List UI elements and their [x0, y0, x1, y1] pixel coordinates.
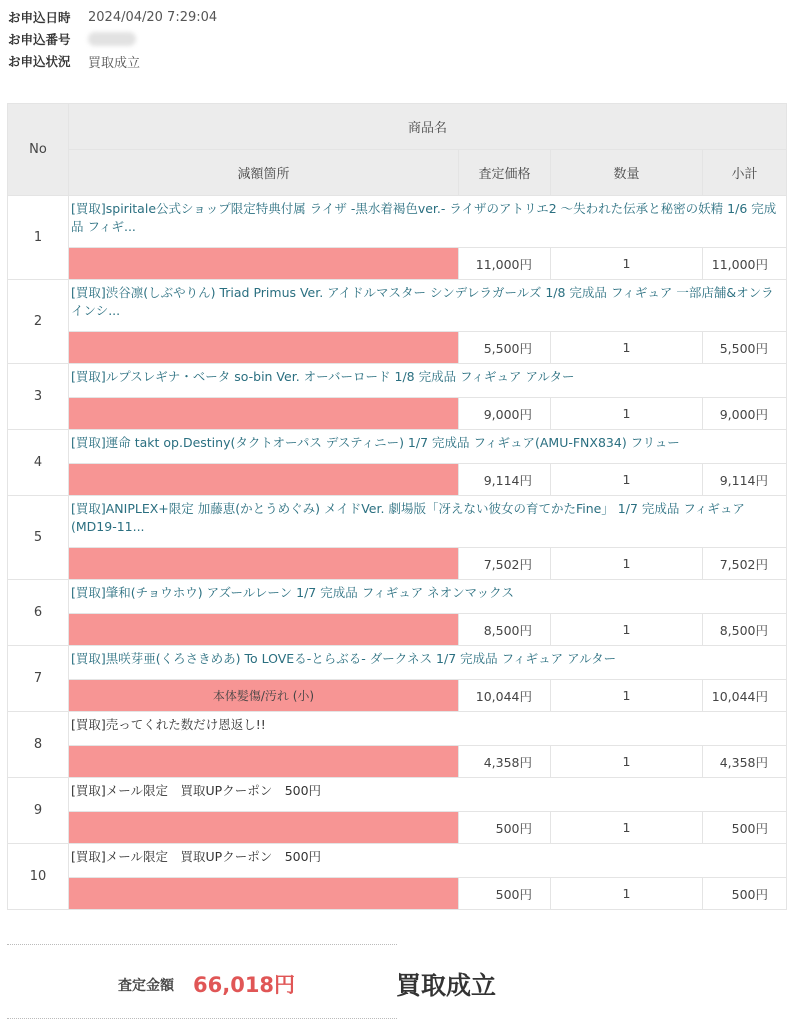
- row-number: 5: [8, 496, 69, 580]
- table-row: [8, 580, 787, 614]
- subtotal-cell: 500円: [703, 878, 787, 910]
- price-cell: 5,500円: [459, 332, 551, 364]
- price-cell: 8,500円: [459, 614, 551, 646]
- product-link[interactable]: [買取]渋谷凛(しぶやりん) Triad Primus Ver. アイドルマスター シンデレラガールズ 1/8 完成品 フィギュア 一部店舗&オンラインシ...: [69, 280, 787, 332]
- subtotal-cell: 9,000円: [703, 398, 787, 430]
- subtotal-cell: 500円: [703, 812, 787, 844]
- price-cell: 9,000円: [459, 398, 551, 430]
- order-number-redacted: [88, 32, 136, 46]
- quantity-cell: 1: [551, 332, 703, 364]
- table-row-detail: [8, 746, 787, 778]
- table-row: [8, 364, 787, 398]
- items-table: [7, 103, 787, 910]
- price-cell: 500円: [459, 878, 551, 910]
- header-subtotal: 小計: [703, 150, 787, 196]
- row-number: 7: [8, 646, 69, 712]
- divider-bottom: [7, 1018, 397, 1019]
- total-amount: 66,018円: [193, 973, 296, 997]
- order-info: [8, 6, 217, 72]
- row-number: 10: [8, 844, 69, 910]
- table-row-detail: [8, 878, 787, 910]
- product-name: [買取]売ってくれた数だけ恩返し!!: [69, 712, 787, 746]
- reduction-cell: [69, 248, 459, 280]
- row-number: 4: [8, 430, 69, 496]
- product-link[interactable]: [買取]spiritale公式ショップ限定特典付属 ライザ -黒水着褐色ver.- ライザのアトリエ2 ～失われた伝承と秘密の妖精 1/6 完成品 フィギ...: [69, 196, 787, 248]
- product-link[interactable]: [買取]ルプスレギナ・ベータ so-bin Ver. オーバーロード 1/8 完成品 フィギュア アルター: [69, 364, 787, 398]
- row-number: 6: [8, 580, 69, 646]
- header-reduction: 減額箇所: [69, 150, 459, 196]
- reduction-cell: [69, 398, 459, 430]
- order-date-value: 2024/04/20 7:29:04: [88, 9, 218, 25]
- table-row: [8, 280, 787, 332]
- table-row-detail: [8, 614, 787, 646]
- order-number-row: [8, 28, 217, 50]
- table-row-detail: [8, 398, 787, 430]
- row-number: 3: [8, 364, 69, 430]
- reduction-cell: [69, 746, 459, 778]
- header-quantity: 数量: [551, 150, 703, 196]
- subtotal-cell: 11,000円: [703, 248, 787, 280]
- quantity-cell: 1: [551, 548, 703, 580]
- quantity-cell: 1: [551, 248, 703, 280]
- order-status-row: [8, 50, 217, 72]
- table-row: [8, 844, 787, 878]
- quantity-cell: 1: [551, 812, 703, 844]
- table-row-detail: [8, 332, 787, 364]
- price-cell: 4,358円: [459, 746, 551, 778]
- product-name: [買取]メール限定 買取UPクーポン 500円: [69, 844, 787, 878]
- row-number: 9: [8, 778, 69, 844]
- quantity-cell: 1: [551, 398, 703, 430]
- reduction-cell: [69, 812, 459, 844]
- table-row-detail: [8, 548, 787, 580]
- reduction-cell: [69, 332, 459, 364]
- reduction-cell: [69, 548, 459, 580]
- quantity-cell: 1: [551, 746, 703, 778]
- table-row-detail: [8, 680, 787, 712]
- row-number: 1: [8, 196, 69, 280]
- reduction-cell: [69, 614, 459, 646]
- order-number-label: お申込番号: [8, 32, 71, 47]
- order-date-label: お申込日時: [8, 10, 71, 25]
- total-label: 査定金額: [118, 978, 174, 994]
- table-row: [8, 778, 787, 812]
- price-cell: 7,502円: [459, 548, 551, 580]
- subtotal-cell: 7,502円: [703, 548, 787, 580]
- total-status: 買取成立: [396, 971, 497, 1000]
- subtotal-cell: 5,500円: [703, 332, 787, 364]
- reduction-cell: 本体髪傷/汚れ (小): [69, 680, 459, 712]
- quantity-cell: 1: [551, 878, 703, 910]
- price-cell: 9,114円: [459, 464, 551, 496]
- quantity-cell: 1: [551, 614, 703, 646]
- price-cell: 10,044円: [459, 680, 551, 712]
- subtotal-cell: 10,044円: [703, 680, 787, 712]
- product-link[interactable]: [買取]肇和(チョウホウ) アズールレーン 1/7 完成品 フィギュア ネオンマックス: [69, 580, 787, 614]
- subtotal-cell: 8,500円: [703, 614, 787, 646]
- table-row: [8, 430, 787, 464]
- table-row: [8, 496, 787, 548]
- header-price: 査定価格: [459, 150, 551, 196]
- table-row-detail: [8, 248, 787, 280]
- product-link[interactable]: [買取]ANIPLEX+限定 加藤恵(かとうめぐみ) メイドVer. 劇場版「冴えない彼女の育てかたFine」 1/7 完成品 フィギュア(MD19-11...: [69, 496, 787, 548]
- order-status-label: お申込状況: [8, 54, 71, 69]
- divider-top: [7, 944, 397, 945]
- reduction-cell: [69, 878, 459, 910]
- product-link[interactable]: [買取]黒咲芽亜(くろさきめあ) To LOVEる-とらぶる- ダークネス 1/7 完成品 フィギュア アルター: [69, 646, 787, 680]
- table-row: [8, 196, 787, 248]
- quantity-cell: 1: [551, 464, 703, 496]
- subtotal-cell: 4,358円: [703, 746, 787, 778]
- header-no: No: [8, 104, 69, 196]
- table-row-detail: [8, 464, 787, 496]
- product-link[interactable]: [買取]運命 takt op.Destiny(タクトオーパス デスティニー) 1/7 完成品 フィギュア(AMU-FNX834) フリュー: [69, 430, 787, 464]
- header-product-name: 商品名: [69, 104, 787, 150]
- table-row-detail: [8, 812, 787, 844]
- price-cell: 11,000円: [459, 248, 551, 280]
- order-date-row: [8, 6, 217, 28]
- price-cell: 500円: [459, 812, 551, 844]
- table-row: [8, 646, 787, 680]
- reduction-cell: [69, 464, 459, 496]
- quantity-cell: 1: [551, 680, 703, 712]
- subtotal-cell: 9,114円: [703, 464, 787, 496]
- row-number: 2: [8, 280, 69, 364]
- table-row: [8, 712, 787, 746]
- row-number: 8: [8, 712, 69, 778]
- order-status-value: 買取成立: [88, 55, 141, 71]
- product-name: [買取]メール限定 買取UPクーポン 500円: [69, 778, 787, 812]
